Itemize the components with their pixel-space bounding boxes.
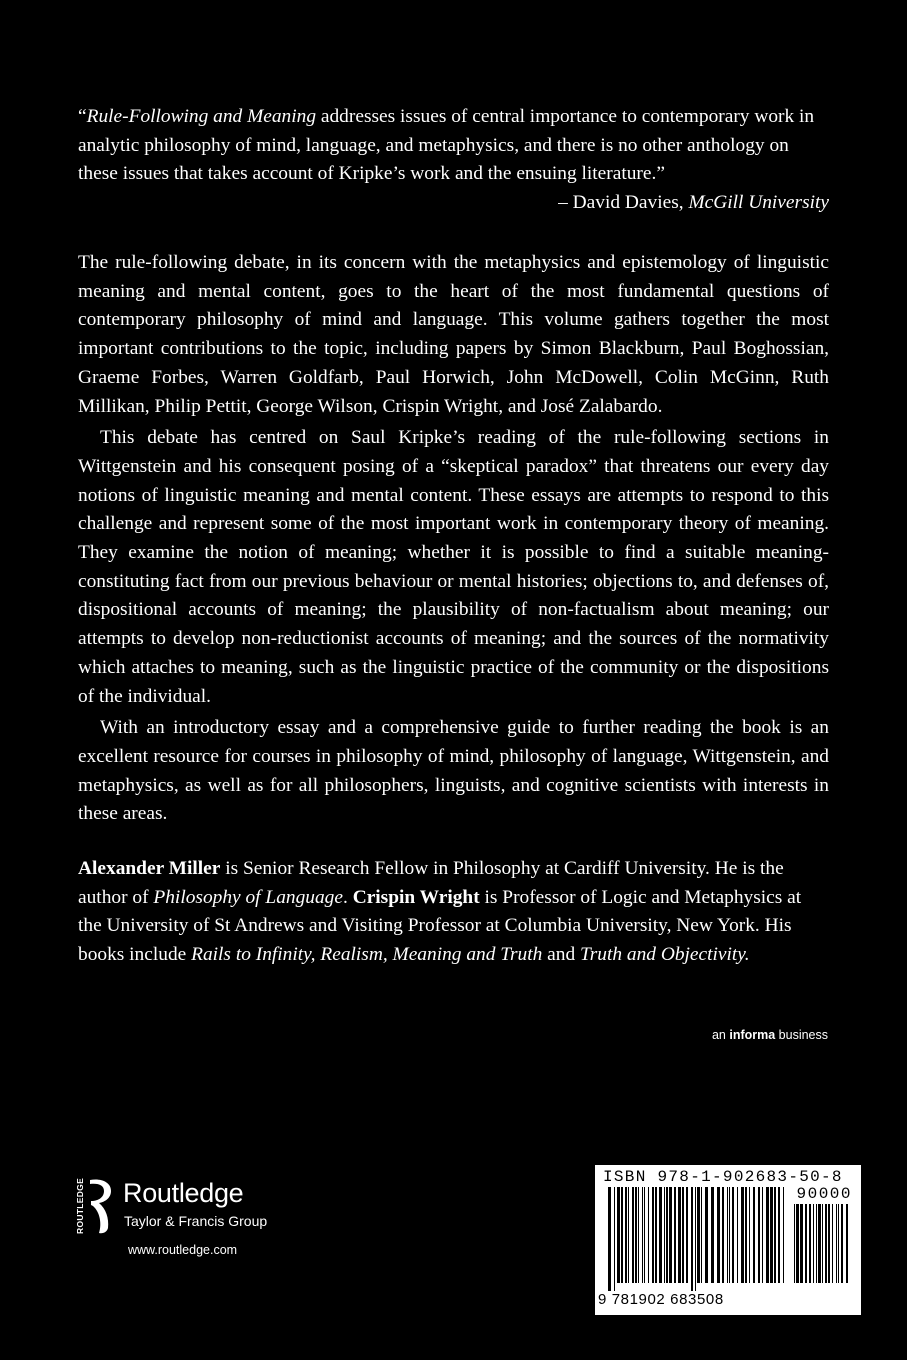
- quote-attribution: [78, 189, 829, 218]
- barcode-bar: [800, 1204, 803, 1283]
- quote-text: addresses issues of central importance to contemporary work in analytic philosophy of mind, language, and metaphysics, and there is no other anthology on these issues that takes account of Kripke’s work and the ensuing literature.”: [78, 106, 815, 185]
- routledge-r-icon: [87, 1176, 115, 1236]
- isbn-number: ISBN 978-1-902683-50-8: [603, 1168, 843, 1186]
- publisher-logo: [74, 1176, 304, 1266]
- barcode-bar: [828, 1204, 830, 1283]
- book-description: [78, 249, 829, 829]
- barcode-bar: [674, 1187, 676, 1283]
- publisher-name: Routledge: [123, 1178, 244, 1208]
- barcode-bar: [737, 1187, 738, 1283]
- description-paragraph-3: With an introductory essay and a comprehensive guide to further reading the book is an excellent resource for courses in philosophy of mind, philosophy of language, Wittgenstein, and metaphysics, as well as for all philosophers, linguists, and cognitive scientists with interests in these areas.: [78, 717, 829, 825]
- author-miller: Alexander Miller: [78, 858, 221, 879]
- informa-suffix: business: [775, 1028, 828, 1042]
- barcode-bar: [695, 1187, 696, 1291]
- barcode-bar: [729, 1187, 730, 1283]
- barcode-bar: [774, 1187, 776, 1283]
- barcode-bar: [732, 1187, 734, 1283]
- wright-bio: is Professor of Logic and Metaphysics at the University of St Andrews and Visiting Professor at Columbia University, New York. His books include: [78, 886, 802, 966]
- miller-book: Philosophy of Language: [153, 886, 343, 908]
- barcode-bar: [705, 1187, 708, 1283]
- barcode-bar: [727, 1187, 728, 1283]
- barcode-bar: [614, 1187, 615, 1291]
- barcode-bar: [722, 1187, 724, 1283]
- attribution-affiliation: McGill University: [688, 192, 829, 214]
- informa-brand: informa: [729, 1028, 776, 1042]
- barcode-bar: [608, 1187, 611, 1291]
- barcode-bar: [832, 1204, 833, 1283]
- attribution-name: – David Davies,: [558, 192, 689, 214]
- barcode-bar: [836, 1204, 837, 1283]
- barcode-bar: [841, 1204, 843, 1283]
- barcode-bar: [711, 1187, 714, 1283]
- barcode-bar: [717, 1187, 720, 1283]
- endorsement-quote: [78, 103, 829, 218]
- barcode-bar: [655, 1187, 657, 1283]
- barcode-bar: [741, 1187, 744, 1283]
- price-code: 90000: [796, 1185, 852, 1203]
- barcode-bar: [664, 1187, 665, 1283]
- barcode-bar: [617, 1187, 620, 1283]
- barcode-bar: [745, 1187, 747, 1283]
- quote-open-mark: “: [78, 106, 87, 127]
- barcode-bar: [758, 1187, 760, 1283]
- barcode-bars-addon: [794, 1204, 850, 1291]
- barcode-bar: [796, 1204, 799, 1283]
- barcode-bar: [794, 1204, 795, 1283]
- barcode-bar: [625, 1187, 627, 1283]
- informa-business-tagline: [712, 1028, 828, 1042]
- barcode-bar: [686, 1187, 688, 1283]
- barcode-bar: [805, 1204, 807, 1283]
- barcode-bar: [642, 1187, 643, 1283]
- quote-body: [78, 103, 829, 189]
- barcode-bar: [691, 1187, 693, 1291]
- author-wright: Crispin Wright: [352, 886, 480, 908]
- barcode-bar: [816, 1204, 817, 1283]
- miller-bio: is Senior Research Fellow in Philosophy at Cardiff University. He is the author of: [78, 858, 784, 908]
- barcode-digits: 9 781902 683508: [598, 1291, 724, 1308]
- isbn-barcode: [595, 1165, 861, 1315]
- quote-book-title: Rule-Following and Meaning: [86, 106, 317, 127]
- barcode-bar: [659, 1187, 662, 1283]
- publisher-group: Taylor & Francis Group: [124, 1213, 268, 1229]
- barcode-bar: [813, 1204, 814, 1283]
- bio-separator: .: [342, 886, 353, 908]
- barcode-bar: [652, 1187, 654, 1283]
- barcode-bar: [770, 1187, 773, 1283]
- wright-books-a: Rails to Infinity, Realism, Meaning and Truth: [191, 944, 543, 966]
- barcode-bar: [678, 1187, 681, 1283]
- barcode-bar: [766, 1187, 769, 1283]
- barcode-bar: [822, 1204, 823, 1283]
- barcode-bar: [762, 1187, 763, 1283]
- barcode-bar: [809, 1204, 811, 1283]
- bio-and: and: [542, 944, 580, 966]
- barcode-bar: [628, 1187, 629, 1283]
- description-paragraph-1: The rule-following debate, in its concern with the metaphysics and epistemology of linguistic meaning and mental content, goes to the heart of the most fundamental questions of contemporary philosophy of mind and language. This volume gathers together the most important contributions to the topic, including papers by Simon Blackburn, Paul Boghossian, Graeme Forbes, Warren Goldfarb, Paul Horwich, John McDowell, Colin McGinn, Ruth Millikan, Philip Pettit, George Wilson, Crispin Wright, and José Zalabardo.: [78, 252, 829, 417]
- barcode-bars-main: [608, 1187, 786, 1291]
- barcode-bar: [682, 1187, 684, 1283]
- publisher-url: www.routledge.com: [128, 1243, 238, 1257]
- barcode-bar: [825, 1204, 827, 1283]
- barcode-bar: [635, 1187, 637, 1283]
- barcode-bar: [701, 1187, 702, 1283]
- barcode-bar: [838, 1204, 839, 1283]
- routledge-vertical-wordmark: ROUTLEDGE: [75, 1177, 85, 1234]
- description-paragraph-2: This debate has centred on Saul Kripke’s reading of the rule-following sections in Wittgenstein and his consequent posing of a “skeptical paradox” that threatens our every day notions of linguistic meaning and mental content. These essays are attempts to respond to this challenge and represent some of the most important work in contemporary theory of meaning. They examine the notion of meaning; whether it is possible to find a suitable meaning-constituting fact from our previous behaviour or mental histories; objections to, and defenses of, dispositional accounts of meaning; the plausibility of non-factualism about meaning; our attempts to develop non-reductionist accounts of meaning; and the sources of the normativity which attaches to meaning, such as the linguistic practice of the community or the dispositions of the individual.: [78, 427, 829, 707]
- barcode-bar: [697, 1187, 700, 1283]
- editors-bio: [78, 855, 829, 970]
- informa-prefix: an: [711, 1028, 730, 1042]
- barcode-bar: [644, 1187, 645, 1283]
- barcode-bar: [648, 1187, 649, 1283]
- barcode-bar: [753, 1187, 755, 1283]
- wright-books-b: Truth and Objectivity.: [580, 944, 750, 966]
- barcode-bar: [632, 1187, 634, 1283]
- barcode-bar: [638, 1187, 639, 1283]
- barcode-bar: [818, 1204, 821, 1283]
- barcode-bar: [783, 1187, 784, 1283]
- barcode-bar: [669, 1187, 672, 1283]
- barcode-bar: [666, 1187, 668, 1283]
- barcode-bar: [621, 1187, 623, 1283]
- barcode-bar: [749, 1187, 750, 1283]
- barcode-bar: [846, 1204, 848, 1283]
- barcode-bar: [778, 1187, 780, 1283]
